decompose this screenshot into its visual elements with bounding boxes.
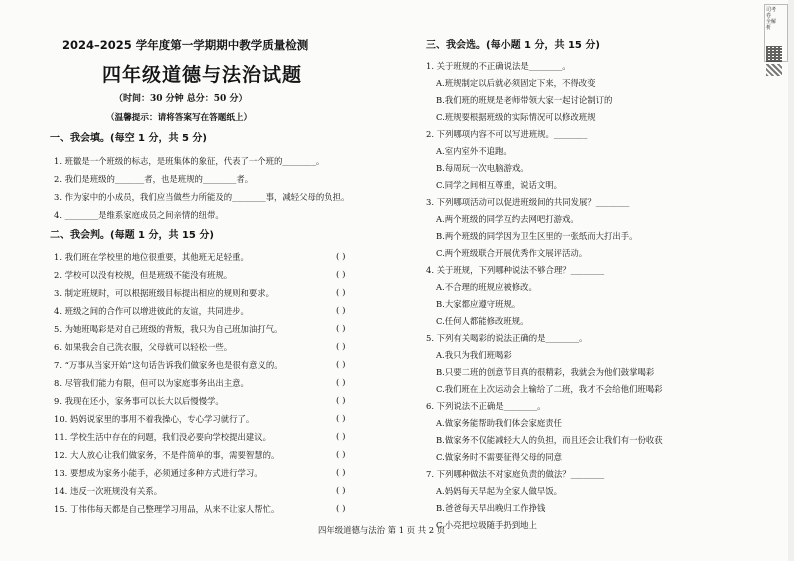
section-fill-title: 一、我会填。(每空 1 分，共 5 分) xyxy=(50,133,207,144)
choice-option: A.做家务能帮助我们体会家庭责任 xyxy=(436,418,562,428)
judge-question: 1. 我们班在学校里的地位很重要，其他班无足轻重。 xyxy=(54,252,249,262)
answer-paren: ( ) xyxy=(336,270,346,280)
scan-edge xyxy=(788,0,794,561)
choice-option: C.我们班在上次运动会上输给了二班，我才不会给他们班喝彩 xyxy=(436,384,663,394)
qr-code-icon xyxy=(766,46,782,62)
choice-option: C.两个班级联合开展优秀作文展评活动。 xyxy=(436,248,588,258)
answer-paren: ( ) xyxy=(336,468,346,478)
answer-paren: ( ) xyxy=(336,360,346,370)
choice-option: A.妈妈每天早起为全家人做早饭。 xyxy=(436,486,562,496)
fill-question: 1. 班徽是一个班级的标志，是班集体的象征，代表了一个班的________。 xyxy=(54,156,325,166)
choice-option: C.同学之间相互尊重，说话文明。 xyxy=(436,180,563,190)
judge-question: 7. “万事从当家开始”这句话告诉我们做家务也是很有意义的。 xyxy=(54,360,283,370)
choice-option: A.室内室外不追跑。 xyxy=(436,146,512,156)
answer-paren: ( ) xyxy=(336,450,346,460)
answer-paren: ( ) xyxy=(336,342,346,352)
choice-option: B.两个班级的同学因为卫生区里的一张纸而大打出手。 xyxy=(436,231,638,241)
choice-question: 4. 关于班规，下列哪种说法不够合理？________ xyxy=(426,265,605,275)
section-choice-title: 三、我会选。(每小题 1 分，共 15 分) xyxy=(426,40,600,51)
judge-question: 2. 学校可以没有校规，但是班级不能没有班规。 xyxy=(54,270,233,280)
page-footer: 四年级道德与法治 第 1 页 共 2 页 xyxy=(318,525,446,535)
fill-question: 4. ________是维系家庭成员之间亲情的纽带。 xyxy=(54,210,224,220)
judge-question: 12. 大人放心让我们做家务，不是件简单的事，需要智慧的。 xyxy=(54,450,280,460)
choice-option: A.我只为我们班喝彩 xyxy=(436,350,512,360)
choice-option: B.大家都应遵守班规。 xyxy=(436,299,521,309)
answer-paren: ( ) xyxy=(336,432,346,442)
section-judge-title: 二、我会判。(每题 1 分，共 15 分) xyxy=(50,230,214,241)
choice-option: B.只要二班的创意节目真的很精彩，我就会为他们鼓掌喝彩 xyxy=(436,367,655,377)
choice-option: B.做家务不仅能减轻大人的负担，而且还会让我们有一份收获 xyxy=(436,435,663,445)
judge-question: 13. 要想成为家务小能手，必须通过多种方式进行学习。 xyxy=(54,468,263,478)
judge-question: 10. 妈妈说家里的事用不着我操心，专心学习就行了。 xyxy=(54,414,255,424)
choice-option: B.每周玩一次电脑游戏。 xyxy=(436,163,529,173)
choice-option: A.两个班级的同学互约去网吧打游戏。 xyxy=(436,214,579,224)
choice-option: A.不合理的班规应被修改。 xyxy=(436,282,537,292)
answer-paren: ( ) xyxy=(336,306,346,316)
choice-question: 6. 下列说法不正确是________。 xyxy=(426,401,546,411)
choice-question: 3. 下列哪项活动可以促进班级间的共同发展？________ xyxy=(426,197,630,207)
fill-question: 2. 我们是班级的_______者，也是班规的________者。 xyxy=(54,174,254,184)
answer-paren: ( ) xyxy=(336,414,346,424)
barcode-icon xyxy=(766,64,782,76)
judge-question: 6. 如果我会自己洗衣服，父母就可以轻松一些。 xyxy=(54,342,233,352)
choice-option: B.我们班的班规是老师带领大家一起讨论制订的 xyxy=(436,95,613,105)
answer-paren: ( ) xyxy=(336,504,346,514)
answer-paren: ( ) xyxy=(336,252,346,262)
answer-paren: ( ) xyxy=(336,378,346,388)
choice-option: C.班规要根据班级的实际情况可以修改班规 xyxy=(436,112,596,122)
answer-paren: ( ) xyxy=(336,288,346,298)
choice-option: C.任何人都能修改班规。 xyxy=(436,316,529,326)
choice-option: C.小亮把垃圾随手扔到地上 xyxy=(436,520,537,530)
choice-option: C.做家务时不需要征得父母的同意 xyxy=(436,452,563,462)
exam-main-title: 四年级道德与法治试题 xyxy=(102,64,303,86)
answer-paren: ( ) xyxy=(336,324,346,334)
choice-question: 5. 下列有关喝彩的说法正确的是________。 xyxy=(426,333,588,343)
judge-question: 14. 违反一次班规没有关系。 xyxy=(54,486,163,496)
judge-question: 4. 班级之间的合作可以增进彼此的友谊，共同进步。 xyxy=(54,306,249,316)
judge-question: 3. 制定班规时，可以根据班级目标提出相应的规则和要求。 xyxy=(54,288,275,298)
judge-question: 8. 尽管我们能力有限，但可以为家庭事务出出主意。 xyxy=(54,378,249,388)
fill-question: 3. 作为家中的小成员，我们应当做些力所能及的________事，减轻父母的负担。 xyxy=(54,192,350,202)
choice-question: 1. 关于班规的不正确说法是________。 xyxy=(426,61,571,71)
choice-question: 2. 下列哪项内容不可以写进班规。________ xyxy=(426,129,588,139)
judge-question: 15. 丁伟伟每天都是自己整理学习用品，从来不让家人帮忙。 xyxy=(54,504,280,514)
time-score-line: （时间：30 分钟 总分：50 分） xyxy=(114,94,248,104)
hint-line: （温馨提示：请将答案写在答题纸上） xyxy=(106,113,253,123)
exam-year-title: 2024–2025 学年度第一学期期中教学质量检测 xyxy=(62,38,309,52)
judge-question: 9. 我现在还小，家务事可以长大以后慢慢学。 xyxy=(54,396,224,406)
choice-option: A.班规制定以后就必须固定下来，不得改变 xyxy=(436,78,596,88)
stamp-text: 司考卷 全解析 xyxy=(766,7,777,31)
choice-question: 7. 下列哪种做法不对家庭负责的做法？________ xyxy=(426,469,605,479)
judge-question: 5. 为她班喝彩是对自己班级的背叛，我只为自己班加油打气。 xyxy=(54,324,283,334)
judge-question: 11. 学校生活中存在的问题，我们没必要向学校提出建议。 xyxy=(54,432,271,442)
choice-option: B.爸爸每天早出晚归工作挣钱 xyxy=(436,503,546,513)
answer-paren: ( ) xyxy=(336,396,346,406)
answer-paren: ( ) xyxy=(336,486,346,496)
